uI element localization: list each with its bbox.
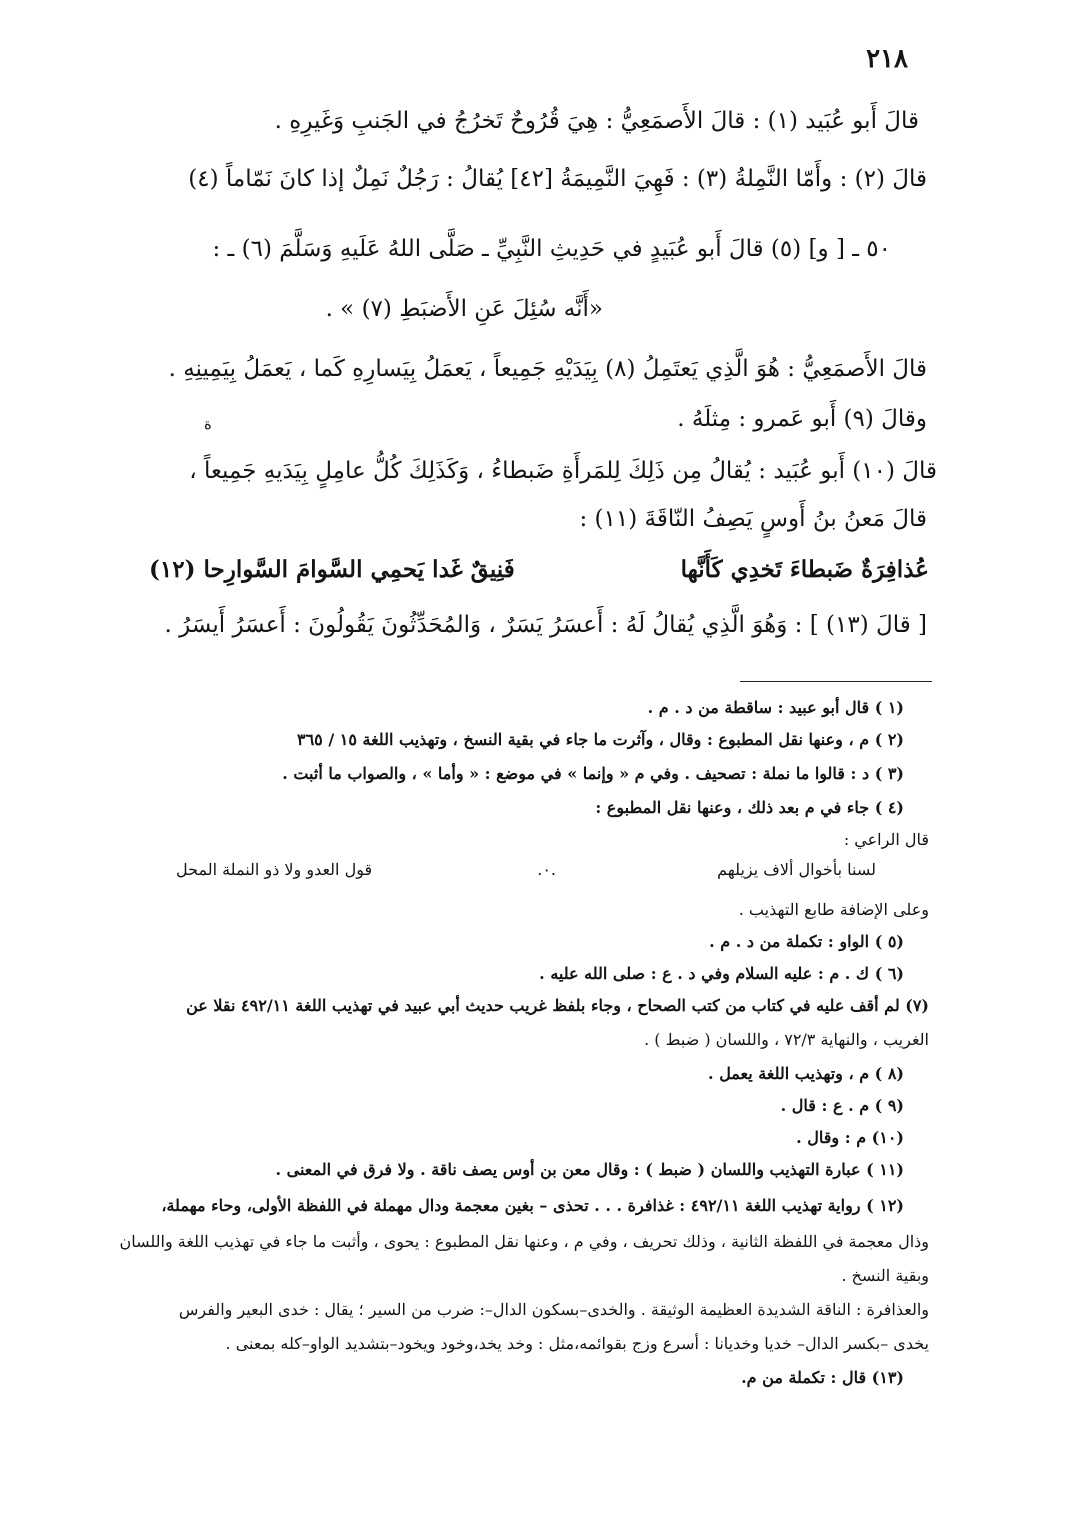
main-line-after-verse: [ قالَ (١٣) ] : وَهُوَ الَّذِي يُقالُ لَهُ : أَعسَرُ يَسَرٌ ، وَالمُحَدِّثُونَ يَقُولُونَ : أَعسَرُ أَيسَرُ . xyxy=(164,612,927,638)
footnote-7-cont: الغريب ، والنهاية ٧٢/٣ ، واللسان ( ضبط ) . xyxy=(644,1030,929,1049)
footnote-4-poet: قال الراعي : xyxy=(843,830,929,849)
footnote-12-cont-2: وبقية النسخ . xyxy=(841,1266,929,1285)
page-number: ٢١٨ xyxy=(866,44,908,74)
main-line-7: قالَ (١٠) أَبو عُبَيد : يُقالُ مِن ذَلِكَ لِلمَرأَةِ ضَبطاءُ ، وَكَذَلِكَ كُلُّ عامِلٍ بِيَدَيهِ جَمِيعاً ، xyxy=(189,458,937,484)
footnote-divider xyxy=(740,681,932,682)
footnote-poem-separator: .٠. xyxy=(537,860,556,879)
footnote-8: (٨ ) م ، وتهذيب اللغة يعمل . xyxy=(708,1064,904,1083)
main-line-8: قالَ مَعنُ بنُ أَوسٍ يَصِفُ النّاقَةَ (١١) : xyxy=(579,506,927,532)
footnote-12-cont-4: يخدى –بكسر الدال– خديا وخديانا : أسرع وزج بقوائمه،مثل : وخد يخد،وخود ويخود–بتشديد الواو–كله بمعنى . xyxy=(225,1334,929,1353)
main-line-4: «أَنَّه سُئِلَ عَنِ الأَضبَطِ (٧) » . xyxy=(325,296,603,322)
footnote-5: (٥ ) الواو : تكملة من د . م . xyxy=(709,932,904,951)
main-line-2: قالَ (٢) : وأَمّا النَّمِلةُ (٣) : فَهِيَ النَّمِيمَةُ [٤٢] يُقالُ : رَجُلٌ نَمِلٌ إذا كانَ نَمّاماً (٤) xyxy=(188,166,927,192)
footnote-3: (٣ ) د : قالوا ما نملة : تصحيف . وفي م « وإنما » في موضع : « وأما » ، والصواب ما أثبت . xyxy=(282,764,904,783)
main-line-6: وقالَ (٩) أَبو عَمرو : مِثلَهُ . xyxy=(677,406,927,432)
footnote-poem-first: لسنا بأخوال ألاف يزيلهم xyxy=(717,860,876,879)
footnote-9: (٩ ) م . ع : قال . xyxy=(780,1096,904,1115)
footnote-4: (٤ ) جاء في م بعد ذلك ، وعنها نقل المطبوع : xyxy=(595,798,904,817)
footnote-7: (٧) لم أقف عليه في كتاب من كتب الصحاح ، وجاء بلفظ غريب حديث أبي عبيد في تهذيب اللغة ٤٩٢/١١ نقلا عن xyxy=(186,996,929,1015)
verse-second-hemistich: فَنِيقٌ غَدا يَحمِي السَّوامَ السَّوارِحا (١٢) xyxy=(149,556,515,583)
verse-first-hemistich: عُذافِرَةٌ ضَبطاءَ تَخدِي كَأَنَّها xyxy=(680,556,929,583)
footnote-10: (١٠) م : وقال . xyxy=(796,1128,904,1147)
footnote-poem xyxy=(176,860,876,884)
footnote-13: (١٣) قال : تكملة من م. xyxy=(741,1368,904,1387)
footnote-poem-second: قول العدو ولا ذو النملة المحل xyxy=(176,860,373,879)
footnote-12: (١٢ ) رواية تهذيب اللغة ٤٩٢/١١ : غذافرة . . . تحذى – بغين معجمة ودال مهملة في اللفظة الأولى، وحاء مهملة، xyxy=(161,1196,904,1215)
footnote-1: (١ ) قال أبو عبيد : ساقطة من د . م . xyxy=(647,698,904,717)
margin-mark: ة xyxy=(204,415,212,433)
main-line-3: ٥٠ ـ [ و] (٥) قالَ أَبو عُبَيدٍ في حَدِيثِ النَّبِيِّ ـ صَلَّى اللهُ عَلَيهِ وَسَلَّمَ (٦) ـ : xyxy=(212,236,891,262)
footnote-12-cont-1: وذال معجمة في اللفظة الثانية ، وذلك تحريف ، وفي م ، وعنها نقل المطبوع : يحوى ، وأثبت ما جاء في تهذيب اللغة واللسان xyxy=(119,1232,929,1251)
footnote-4-tail: وعلى الإضافة طابع التهذيب . xyxy=(738,900,929,919)
verse xyxy=(149,556,929,596)
footnote-6: (٦ ) ك . م : عليه السلام وفي د . ع : صلى الله عليه . xyxy=(539,964,904,983)
main-line-1: قالَ أَبو عُبَيد (١) : قالَ الأَصمَعِيُّ : هِيَ قُرُوحٌ تَخرُجُ في الجَنبِ وَغَيرِهِ . xyxy=(274,108,919,134)
footnote-2: (٢ ) م ، وعنها نقل المطبوع : وقال ، وآثرت ما جاء في بقية النسخ ، وتهذيب اللغة ١٥ / ٣٦٥ xyxy=(296,730,904,749)
footnote-12-cont-3: والعذافرة : الناقة الشديدة العظيمة الوثيقة . والخدى–بسكون الدال–: ضرب من السير ؛ يقال : خدى البعير والفرس xyxy=(178,1300,929,1319)
footnote-11: (١١ ) عبارة التهذيب واللسان ( ضبط ) : وقال معن بن أوس يصف ناقة . ولا فرق في المعنى . xyxy=(275,1160,904,1179)
main-line-5: قالَ الأَصمَعِيُّ : هُوَ الَّذِي يَعتَمِلُ (٨) بِيَدَيْهِ جَمِيعاً ، يَعمَلُ بِيَسارِهِ كَما ، يَعمَلُ بِيَمِينِهِ . xyxy=(168,356,927,382)
